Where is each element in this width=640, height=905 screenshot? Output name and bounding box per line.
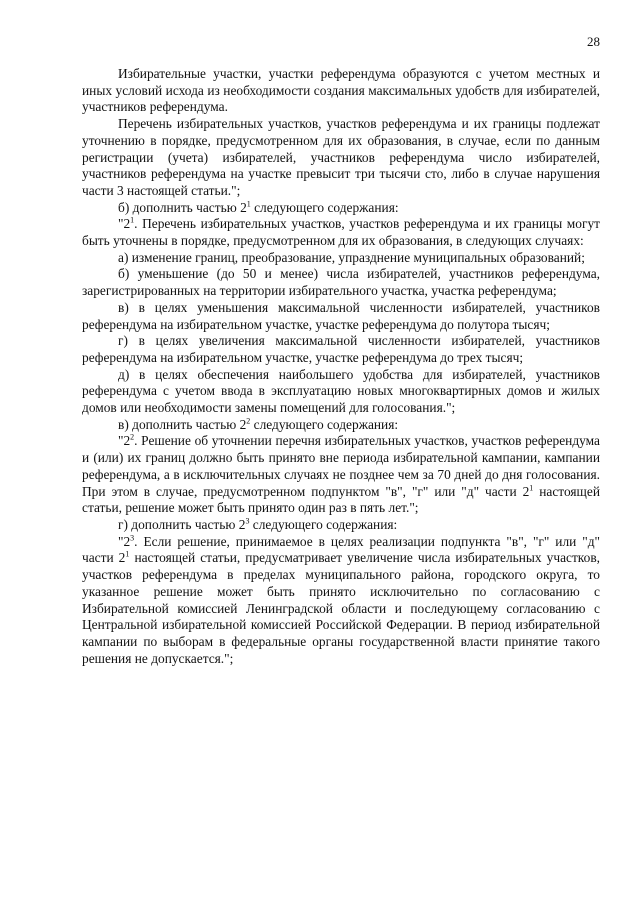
superscript: 1 <box>125 549 130 559</box>
paragraph <box>82 433 600 517</box>
text-segment: следующего содержания: <box>250 199 399 215</box>
text-segment: в) в целях уменьшения максимальной численности избирателей, участников референдума на избирательном участке, участке референдума до полутора тысяч; <box>82 299 600 332</box>
paragraph <box>82 367 600 417</box>
text-segment: Перечень избирательных участков, участков референдума и их границы подлежат уточнению в порядке, предусмотренном для их образования, в случае, если по данным регистрации (учета) избирателей, участников референдума число избирателей, участников референдума на участке превысит три тысячи сто, либо в случае нарушения части 3 настоящей статьи."; <box>82 116 600 198</box>
text-segment: а) изменение границ, преобразование, упразднение муниципальных образований; <box>118 249 585 265</box>
page-number: 28 <box>587 34 600 49</box>
text-segment: г) в целях увеличения максимальной численности избирателей, участников референдума на избирательном участке, участке референдума до трех тысяч; <box>82 333 600 365</box>
text-segment: "2 <box>118 533 131 549</box>
paragraph <box>82 517 600 534</box>
text-segment: . Перечень избирательных участков, участков референдума и их границы могут быть уточнены в порядке, предусмотренном для их образования, в следующих случаях: <box>82 216 600 249</box>
text-segment: . Решение об уточнении перечня избирательных участков, участков референдума и (или) их границ должно быть принято вне периода избирательной кампании, кампании референдума, а в исключительных случаях не позднее чем за 70 дней до дня голосования. При этом в случае, предусмотренном подпунктом "в", "г" или "д" части 2 <box>82 433 600 499</box>
paragraph <box>82 417 600 434</box>
text-segment: в) дополнить частью 2 <box>118 416 247 432</box>
text-segment: настоящей статьи, решение может быть принято один раз в пять лет."; <box>82 483 600 516</box>
text-segment: Избирательные участки, участки референдума образуются с учетом местных и иных условий исхода из необходимости создания максимальных удобств для избирателей, участников референдума. <box>82 66 600 115</box>
text-segment: г) дополнить частью 2 <box>118 516 246 532</box>
paragraph <box>82 200 600 217</box>
document-body <box>82 66 600 667</box>
paragraph <box>82 300 600 333</box>
paragraph <box>82 250 600 267</box>
text-segment: "2 <box>118 433 131 449</box>
text-segment: . Если решение, принимаемое в целях реализации подпункта "в", "г" или "д" части 2 <box>82 533 600 566</box>
superscript: 1 <box>529 483 534 493</box>
superscript: 3 <box>245 516 250 526</box>
paragraph <box>82 266 600 299</box>
superscript: 1 <box>130 215 135 225</box>
text-segment: "2 <box>118 216 131 232</box>
paragraph <box>82 116 600 200</box>
text-segment: д) в целях обеспечения наибольшего удобства для избирателей, участников референдума с учетом ввода в эксплуатацию новых многоквартирных домов и жилых домов или необходимости замены помещений для голосования."; <box>82 366 600 416</box>
text-segment: б) уменьшение (до 50 и менее) числа избирателей, участников референдума, зарегистрированных на территории избирательного участка, участка референдума; <box>82 266 600 299</box>
paragraph <box>82 66 600 116</box>
text-segment: следующего содержания: <box>249 516 398 532</box>
superscript: 2 <box>246 416 251 426</box>
text-segment: б) дополнить частью 2 <box>118 199 247 215</box>
superscript: 2 <box>130 433 135 442</box>
paragraph <box>82 216 600 249</box>
text-segment: настоящей статьи, предусматривает увеличение числа избирательных участков, участков референдума в пределах муниципального района, городского округа, то указанное решение может быть принято исключительно по согласованию с Избирательной комиссией Ленинградской области и последующему согласованию с Центральной избирательной комиссией Российской Федерации. В период избирательной кампании по выборам в федеральные органы государственной власти принятие такого решения не допускается."; <box>82 550 600 666</box>
superscript: 3 <box>130 533 135 543</box>
paragraph <box>82 534 600 668</box>
text-segment: следующего содержания: <box>250 416 399 432</box>
paragraph <box>82 333 600 366</box>
superscript: 1 <box>246 199 251 209</box>
